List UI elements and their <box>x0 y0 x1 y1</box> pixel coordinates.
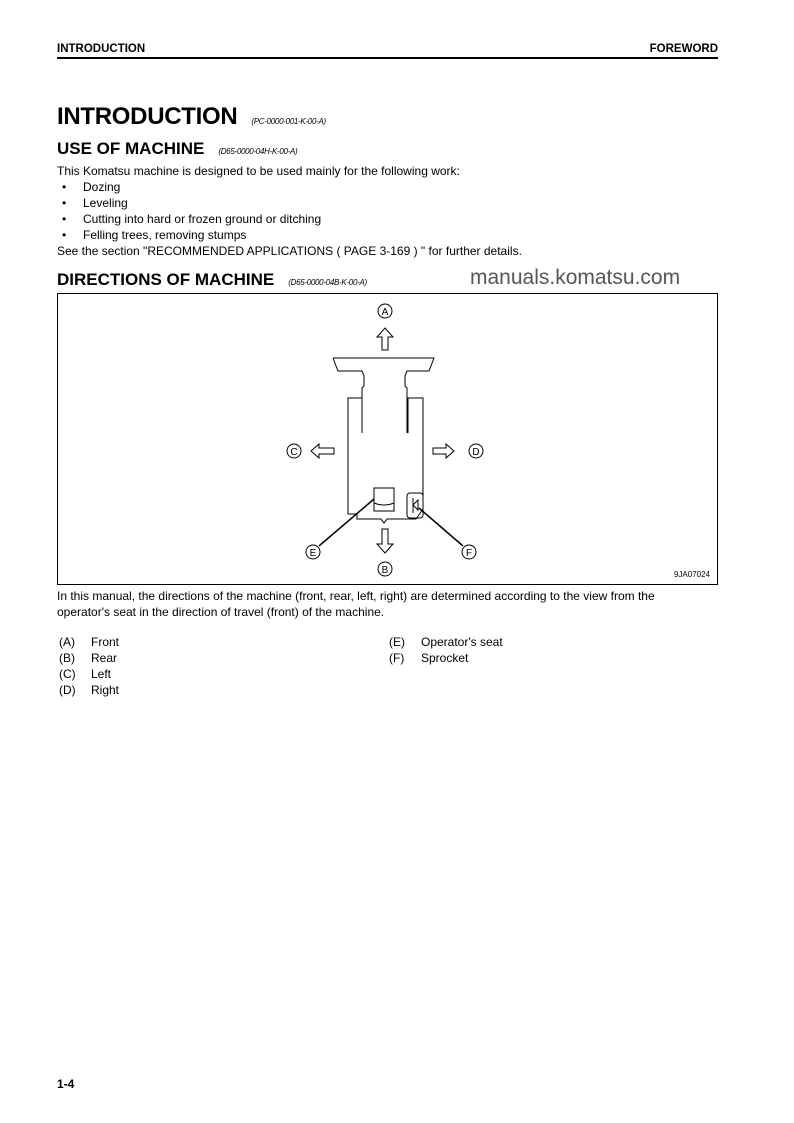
list-item-text: Felling trees, removing stumps <box>83 228 247 242</box>
list-item: • Felling trees, removing stumps <box>62 228 247 242</box>
page-title <box>57 103 326 131</box>
machine-directions-figure <box>57 293 718 585</box>
use-heading <box>57 139 297 159</box>
page-number: 1-4 <box>57 1077 75 1091</box>
use-code: (D65-0000-04H-K-00-A) <box>218 147 298 156</box>
label-e <box>306 545 320 559</box>
directions-heading-text: DIRECTIONS OF MACHINE <box>57 270 275 289</box>
use-intro: This Komatsu machine is designed to be used mainly for the following work: <box>57 164 460 178</box>
legend-label: Left <box>91 667 112 681</box>
legend-label: Front <box>91 635 120 649</box>
svg-text:C: C <box>290 447 298 458</box>
svg-text:E: E <box>309 548 317 559</box>
legend-item-a <box>59 634 119 650</box>
legend-item-e <box>389 634 503 650</box>
sprocket <box>407 493 423 518</box>
list-item-text: Cutting into hard or frozen ground or ditching <box>83 212 322 226</box>
directions-heading <box>57 270 367 290</box>
figure-id: 9JA07024 <box>673 570 710 579</box>
legend-key: (D) <box>59 683 76 697</box>
directions-para-1: In this manual, the directions of the machine (front, rear, left, right) are determined according to the view from the <box>57 589 655 603</box>
machine-body-outline <box>348 398 423 523</box>
svg-text:D: D <box>472 447 480 458</box>
leader-f <box>419 508 463 546</box>
svg-text:F: F <box>465 548 473 559</box>
list-item-text: Dozing <box>83 180 121 194</box>
legend-label: Sprocket <box>421 651 469 665</box>
directions-code: (D65-0000-04B-K-00-A) <box>288 278 367 287</box>
legend-item-b <box>59 650 117 666</box>
legend-item-f <box>389 650 468 666</box>
header-section-left: INTRODUCTION <box>57 43 146 55</box>
watermark: manuals.komatsu.com <box>470 266 681 289</box>
legend-item-c <box>59 666 111 682</box>
legend-key: (A) <box>59 635 75 649</box>
use-heading-text: USE OF MACHINE <box>57 139 205 158</box>
legend-label: Rear <box>91 651 118 665</box>
legend-item-d <box>59 682 119 698</box>
title-code: (PC-0000-001-K-00-A) <box>251 117 326 126</box>
leader-e <box>319 499 374 546</box>
svg-text:B: B <box>381 565 389 576</box>
legend-label: Right <box>91 683 120 697</box>
list-item: • Dozing <box>62 180 121 194</box>
label-f <box>462 545 476 559</box>
legend-key: (E) <box>389 635 405 649</box>
label-c <box>287 444 301 458</box>
svg-text:A: A <box>381 307 389 318</box>
arrow-left-icon <box>311 444 334 458</box>
legend-key: (F) <box>389 651 405 665</box>
legend-key: (C) <box>59 667 76 681</box>
header-rule <box>57 57 718 59</box>
see-section-text: See the section "RECOMMENDED APPLICATIONS ( PAGE 3-169 ) " for further details. <box>57 244 522 258</box>
title-text: INTRODUCTION <box>57 103 238 130</box>
label-d <box>469 444 483 458</box>
list-item: • Cutting into hard or frozen ground or ditching <box>62 212 322 226</box>
directions-para-2: operator's seat in the direction of travel (front) of the machine. <box>57 605 385 619</box>
legend-label: Operator's seat <box>421 635 503 649</box>
label-a <box>378 304 392 318</box>
header-section-right: FOREWORD <box>649 43 718 55</box>
label-b <box>378 562 392 576</box>
list-item: • Leveling <box>62 196 128 210</box>
arrow-down-icon <box>377 529 393 553</box>
list-item-text: Leveling <box>83 196 128 210</box>
operator-seat <box>374 488 394 511</box>
legend-key: (B) <box>59 651 75 665</box>
arrow-up-icon <box>377 328 393 350</box>
arrow-right-icon <box>433 444 454 458</box>
